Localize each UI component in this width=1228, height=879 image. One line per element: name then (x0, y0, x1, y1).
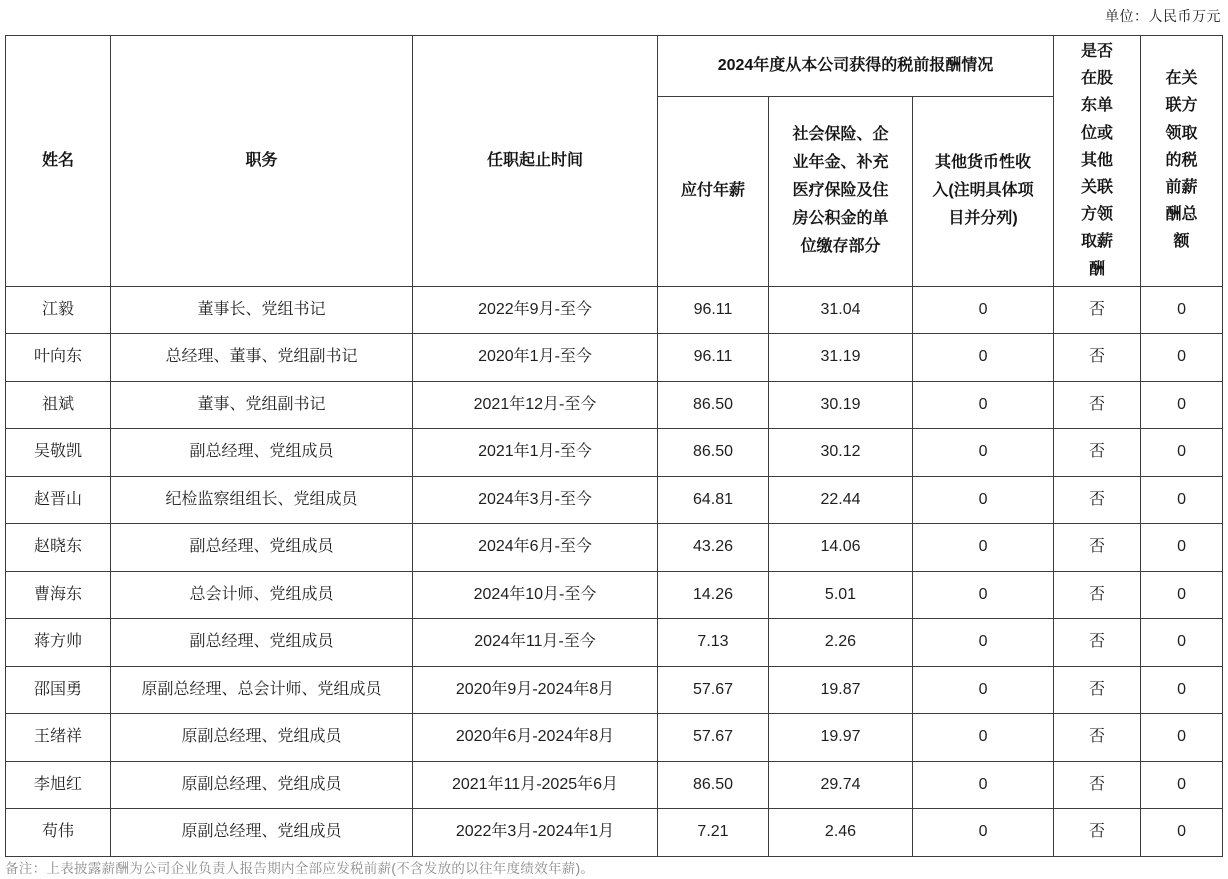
cell-name: 李旭红 (6, 761, 111, 809)
cell-other-income: 0 (913, 666, 1054, 714)
cell-term: 2020年1月-至今 (413, 334, 658, 382)
cell-position: 原副总经理、党组成员 (111, 761, 413, 809)
cell-salary-payable: 7.13 (658, 619, 769, 667)
cell-name: 王绪祥 (6, 714, 111, 762)
cell-salary-payable: 43.26 (658, 524, 769, 572)
table-row (6, 524, 1223, 572)
column-header-name: 姓名 (6, 36, 111, 287)
cell-term: 2024年3月-至今 (413, 476, 658, 524)
cell-insurance: 19.87 (769, 666, 913, 714)
cell-paid-by-related-party: 否 (1054, 334, 1141, 382)
table-row (6, 619, 1223, 667)
cell-related-party-total: 0 (1141, 286, 1223, 334)
cell-insurance: 31.19 (769, 334, 913, 382)
footnote: 备注：上表披露薪酬为公司企业负责人报告期内全部应发税前薪(不含发放的以往年度绩效年薪)。 (5, 861, 595, 876)
cell-salary-payable: 96.11 (658, 286, 769, 334)
cell-other-income: 0 (913, 334, 1054, 382)
cell-related-party-total: 0 (1141, 476, 1223, 524)
cell-position: 纪检监察组组长、党组成员 (111, 476, 413, 524)
cell-position: 原副总经理、党组成员 (111, 809, 413, 857)
cell-paid-by-related-party: 否 (1054, 571, 1141, 619)
table-row (6, 714, 1223, 762)
column-group-2024-compensation: 2024年度从本公司获得的税前报酬情况 (658, 36, 1054, 97)
cell-related-party-total: 0 (1141, 809, 1223, 857)
cell-paid-by-related-party: 否 (1054, 524, 1141, 572)
column-header-paid-by-related-party-label: 是否在股东单位或其他关联方领取薪酬 (1081, 43, 1114, 278)
cell-paid-by-related-party: 否 (1054, 619, 1141, 667)
cell-paid-by-related-party: 否 (1054, 286, 1141, 334)
cell-salary-payable: 86.50 (658, 429, 769, 477)
compensation-table (5, 35, 1223, 857)
table-row (6, 809, 1223, 857)
table-row (6, 286, 1223, 334)
cell-term: 2024年6月-至今 (413, 524, 658, 572)
unit-label: 单位：人民币万元 (1105, 8, 1221, 24)
cell-paid-by-related-party: 否 (1054, 809, 1141, 857)
column-header-other-monetary-income-label: 其他货币性收入(注明具体项目并分列) (932, 154, 1034, 228)
cell-term: 2021年1月-至今 (413, 429, 658, 477)
cell-insurance: 30.19 (769, 381, 913, 429)
cell-paid-by-related-party: 否 (1054, 666, 1141, 714)
cell-paid-by-related-party: 否 (1054, 381, 1141, 429)
cell-name: 祖斌 (6, 381, 111, 429)
cell-related-party-total: 0 (1141, 381, 1223, 429)
cell-position: 董事长、党组书记 (111, 286, 413, 334)
cell-position: 总会计师、党组成员 (111, 571, 413, 619)
cell-position: 原副总经理、总会计师、党组成员 (111, 666, 413, 714)
cell-salary-payable: 7.21 (658, 809, 769, 857)
cell-salary-payable: 96.11 (658, 334, 769, 382)
cell-insurance: 29.74 (769, 761, 913, 809)
column-header-related-party-total (1141, 36, 1223, 287)
cell-name: 赵晓东 (6, 524, 111, 572)
table-row (6, 381, 1223, 429)
table-row (6, 761, 1223, 809)
cell-term: 2021年11月-2025年6月 (413, 761, 658, 809)
column-header-other-monetary-income (913, 97, 1054, 286)
cell-related-party-total: 0 (1141, 571, 1223, 619)
cell-term: 2020年6月-2024年8月 (413, 714, 658, 762)
cell-term: 2024年10月-至今 (413, 571, 658, 619)
cell-name: 叶向东 (6, 334, 111, 382)
cell-related-party-total: 0 (1141, 334, 1223, 382)
column-header-term: 任职起止时间 (413, 36, 658, 287)
cell-term: 2022年9月-至今 (413, 286, 658, 334)
cell-position: 副总经理、党组成员 (111, 429, 413, 477)
column-header-position: 职务 (111, 36, 413, 287)
cell-name: 蒋方帅 (6, 619, 111, 667)
cell-insurance: 19.97 (769, 714, 913, 762)
cell-related-party-total: 0 (1141, 619, 1223, 667)
cell-name: 江毅 (6, 286, 111, 334)
cell-position: 董事、党组副书记 (111, 381, 413, 429)
cell-position: 总经理、董事、党组副书记 (111, 334, 413, 382)
cell-other-income: 0 (913, 619, 1054, 667)
cell-other-income: 0 (913, 714, 1054, 762)
cell-salary-payable: 86.50 (658, 381, 769, 429)
cell-term: 2024年11月-至今 (413, 619, 658, 667)
cell-other-income: 0 (913, 809, 1054, 857)
cell-insurance: 2.26 (769, 619, 913, 667)
column-header-insurance-contribution-label: 社会保险、企业年金、补充医疗保险及住房公积金的单位缴存部分 (792, 126, 889, 256)
column-header-related-party-total-label: 在关联方领取的税前薪酬总额 (1165, 70, 1198, 251)
cell-insurance: 30.12 (769, 429, 913, 477)
cell-paid-by-related-party: 否 (1054, 761, 1141, 809)
cell-term: 2022年3月-2024年1月 (413, 809, 658, 857)
cell-other-income: 0 (913, 571, 1054, 619)
cell-insurance: 14.06 (769, 524, 913, 572)
cell-position: 原副总经理、党组成员 (111, 714, 413, 762)
cell-name: 赵晋山 (6, 476, 111, 524)
cell-insurance: 31.04 (769, 286, 913, 334)
table-header (6, 36, 1223, 287)
cell-other-income: 0 (913, 761, 1054, 809)
cell-insurance: 5.01 (769, 571, 913, 619)
cell-position: 副总经理、党组成员 (111, 619, 413, 667)
table-row (6, 476, 1223, 524)
table-row (6, 571, 1223, 619)
cell-salary-payable: 86.50 (658, 761, 769, 809)
cell-name: 曹海东 (6, 571, 111, 619)
cell-paid-by-related-party: 否 (1054, 714, 1141, 762)
cell-salary-payable: 57.67 (658, 666, 769, 714)
cell-related-party-total: 0 (1141, 666, 1223, 714)
table-row (6, 429, 1223, 477)
column-header-salary-payable: 应付年薪 (658, 97, 769, 286)
table-row (6, 334, 1223, 382)
cell-insurance: 2.46 (769, 809, 913, 857)
column-header-paid-by-related-party (1054, 36, 1141, 287)
table-body (6, 286, 1223, 856)
cell-term: 2021年12月-至今 (413, 381, 658, 429)
table-row (6, 666, 1223, 714)
cell-related-party-total: 0 (1141, 429, 1223, 477)
cell-other-income: 0 (913, 381, 1054, 429)
cell-related-party-total: 0 (1141, 714, 1223, 762)
cell-salary-payable: 64.81 (658, 476, 769, 524)
cell-related-party-total: 0 (1141, 524, 1223, 572)
cell-paid-by-related-party: 否 (1054, 476, 1141, 524)
cell-name: 苟伟 (6, 809, 111, 857)
cell-insurance: 22.44 (769, 476, 913, 524)
cell-other-income: 0 (913, 524, 1054, 572)
cell-position: 副总经理、党组成员 (111, 524, 413, 572)
cell-other-income: 0 (913, 286, 1054, 334)
cell-name: 邵国勇 (6, 666, 111, 714)
cell-paid-by-related-party: 否 (1054, 429, 1141, 477)
cell-salary-payable: 14.26 (658, 571, 769, 619)
cell-name: 吴敬凯 (6, 429, 111, 477)
cell-related-party-total: 0 (1141, 761, 1223, 809)
cell-other-income: 0 (913, 429, 1054, 477)
cell-salary-payable: 57.67 (658, 714, 769, 762)
column-header-insurance-contribution (769, 97, 913, 286)
cell-term: 2020年9月-2024年8月 (413, 666, 658, 714)
cell-other-income: 0 (913, 476, 1054, 524)
